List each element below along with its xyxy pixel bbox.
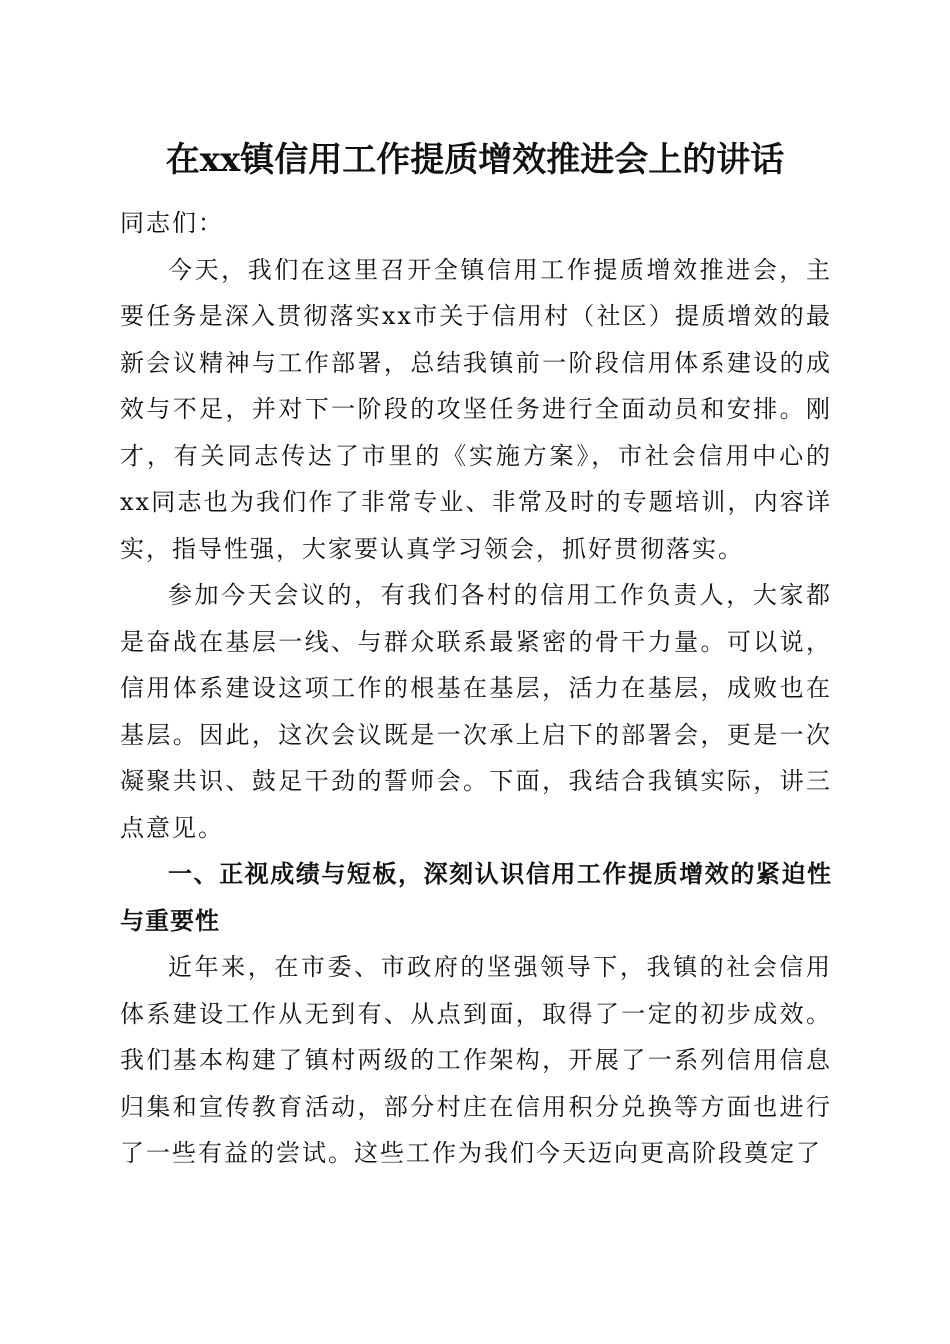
paragraph-section-1: 近年来，在市委、市政府的坚强领导下，我镇的社会信用体系建设工作从无到有、从点到面，取得了一定的初步成效。我们基本构建了镇村两级的工作架构，开展了一系列信用信息归集和宣传教育活动，部分村庄在信用积分兑换等方面也进行了一些有益的尝试。这些工作为我们今天迈向更高阶段奠定了 bbox=[120, 953, 832, 1167]
paragraph-intro: 今天，我们在这里召开全镇信用工作提质增效推进会，主要任务是深入贯彻落实xx市关于信用村（社区）提质增效的最新会议精神与工作部署，总结我镇前一阶段信用体系建设的成效与不足，并对下一阶段的攻坚任务进行全面动员和安排。刚才，有关同志传达了市里的《实施方案》，市社会信用中心的xx同志也为我们作了非常专业、非常及时的专题培训，内容详实，指导性强，大家要认真学习领会，抓好贯彻落实。 bbox=[120, 255, 832, 563]
section-heading-1: 一、正视成绩与短板，深刻认识信用工作提质增效的紧迫性与重要性 bbox=[120, 860, 832, 935]
document-body bbox=[120, 200, 832, 1177]
salutation: 同志们： bbox=[120, 209, 224, 237]
document-title: 在xx镇信用工作提质增效推进会上的讲话 bbox=[165, 140, 785, 180]
paragraph-attendees: 参加今天会议的，有我们各村的信用工作负责人，大家都是奋战在基层一线、与群众联系最紧密的骨干力量。可以说，信用体系建设这项工作的根基在基层，活力在基层，成败也在基层。因此，这次会议既是一次承上启下的部署会，更是一次凝聚共识、鼓足干劲的誓师会。下面，我结合我镇实际，讲三点意见。 bbox=[120, 581, 832, 842]
